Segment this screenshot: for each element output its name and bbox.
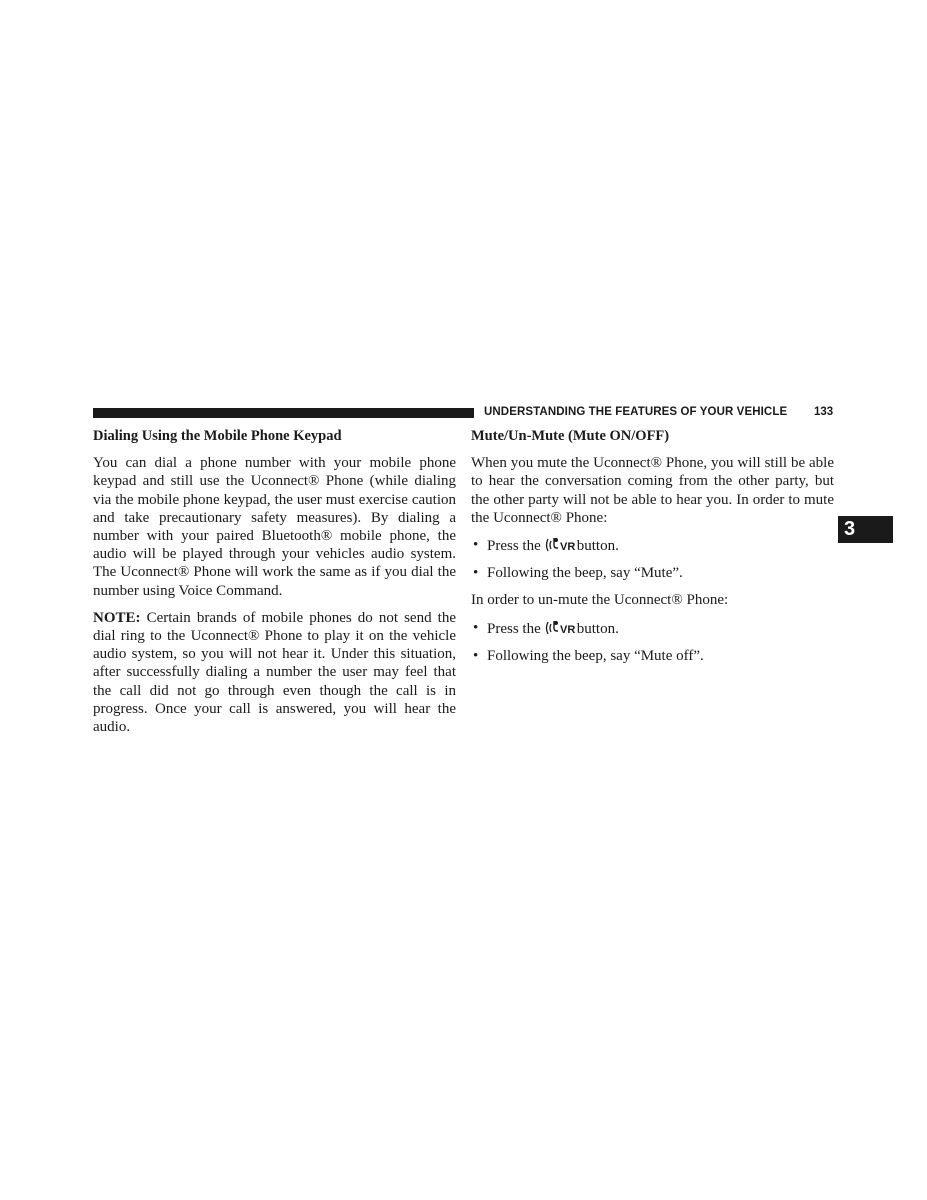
section-heading-dialing: Dialing Using the Mobile Phone Keypad bbox=[93, 428, 342, 444]
voice-recognition-icon bbox=[544, 619, 577, 637]
paragraph-unmute-intro: In order to un-mute the Uconnect® Phone: bbox=[471, 592, 729, 609]
chapter-tab: 3 bbox=[838, 516, 893, 543]
mute-steps bbox=[471, 536, 834, 582]
paragraph-dialing: You can dial a phone number with your mobile phone keypad and still use the Uconnect® Phone (while dialing via the mobile phone keypad, the user must exercise caution and take precautionary safety measures). By dialing a number with your paired Bluetooth® mobile phone, the audio will be played through your vehicles audio system. The Uconnect® Phone will work the same as if you dial the number using Voice Command. bbox=[93, 455, 456, 599]
note-label: NOTE: bbox=[93, 609, 141, 626]
paragraph-mute-intro: When you mute the Uconnect® Phone, you will still be able to hear the conversation coming from the other party, but the other party will not be able to hear you. In order to mute the Uconnect® Phone: bbox=[471, 455, 834, 526]
unmute-steps bbox=[471, 619, 834, 665]
list-item: • Following the beep, say “Mute”. bbox=[471, 564, 834, 582]
page-number: 133 bbox=[814, 406, 834, 418]
note-paragraph bbox=[93, 609, 456, 736]
svg-text:VR: VR bbox=[559, 623, 576, 636]
list-item: • Press the VR button. bbox=[471, 619, 834, 638]
voice-recognition-icon bbox=[544, 536, 577, 554]
note-text: Certain brands of mobile phones do not send the dial ring to the Uconnect® Phone to play it on the vehicle audio system, so you will not hear it. Under this situation, after successfully dialing a number the user may feel that the call did not go through even though the call is in progress. Once your call is answered, you will hear the audio. bbox=[93, 609, 456, 736]
svg-text:VR: VR bbox=[559, 541, 576, 554]
list-item: • Following the beep, say “Mute off”. bbox=[471, 647, 834, 665]
list-item: • Press the VR button. bbox=[471, 536, 834, 555]
running-header-title: UNDERSTANDING THE FEATURES OF YOUR VEHICLE bbox=[484, 406, 788, 418]
header-rule bbox=[93, 408, 474, 418]
section-heading-mute: Mute/Un-Mute (Mute ON/OFF) bbox=[471, 428, 670, 444]
left-column bbox=[93, 427, 456, 745]
right-column bbox=[471, 427, 834, 674]
